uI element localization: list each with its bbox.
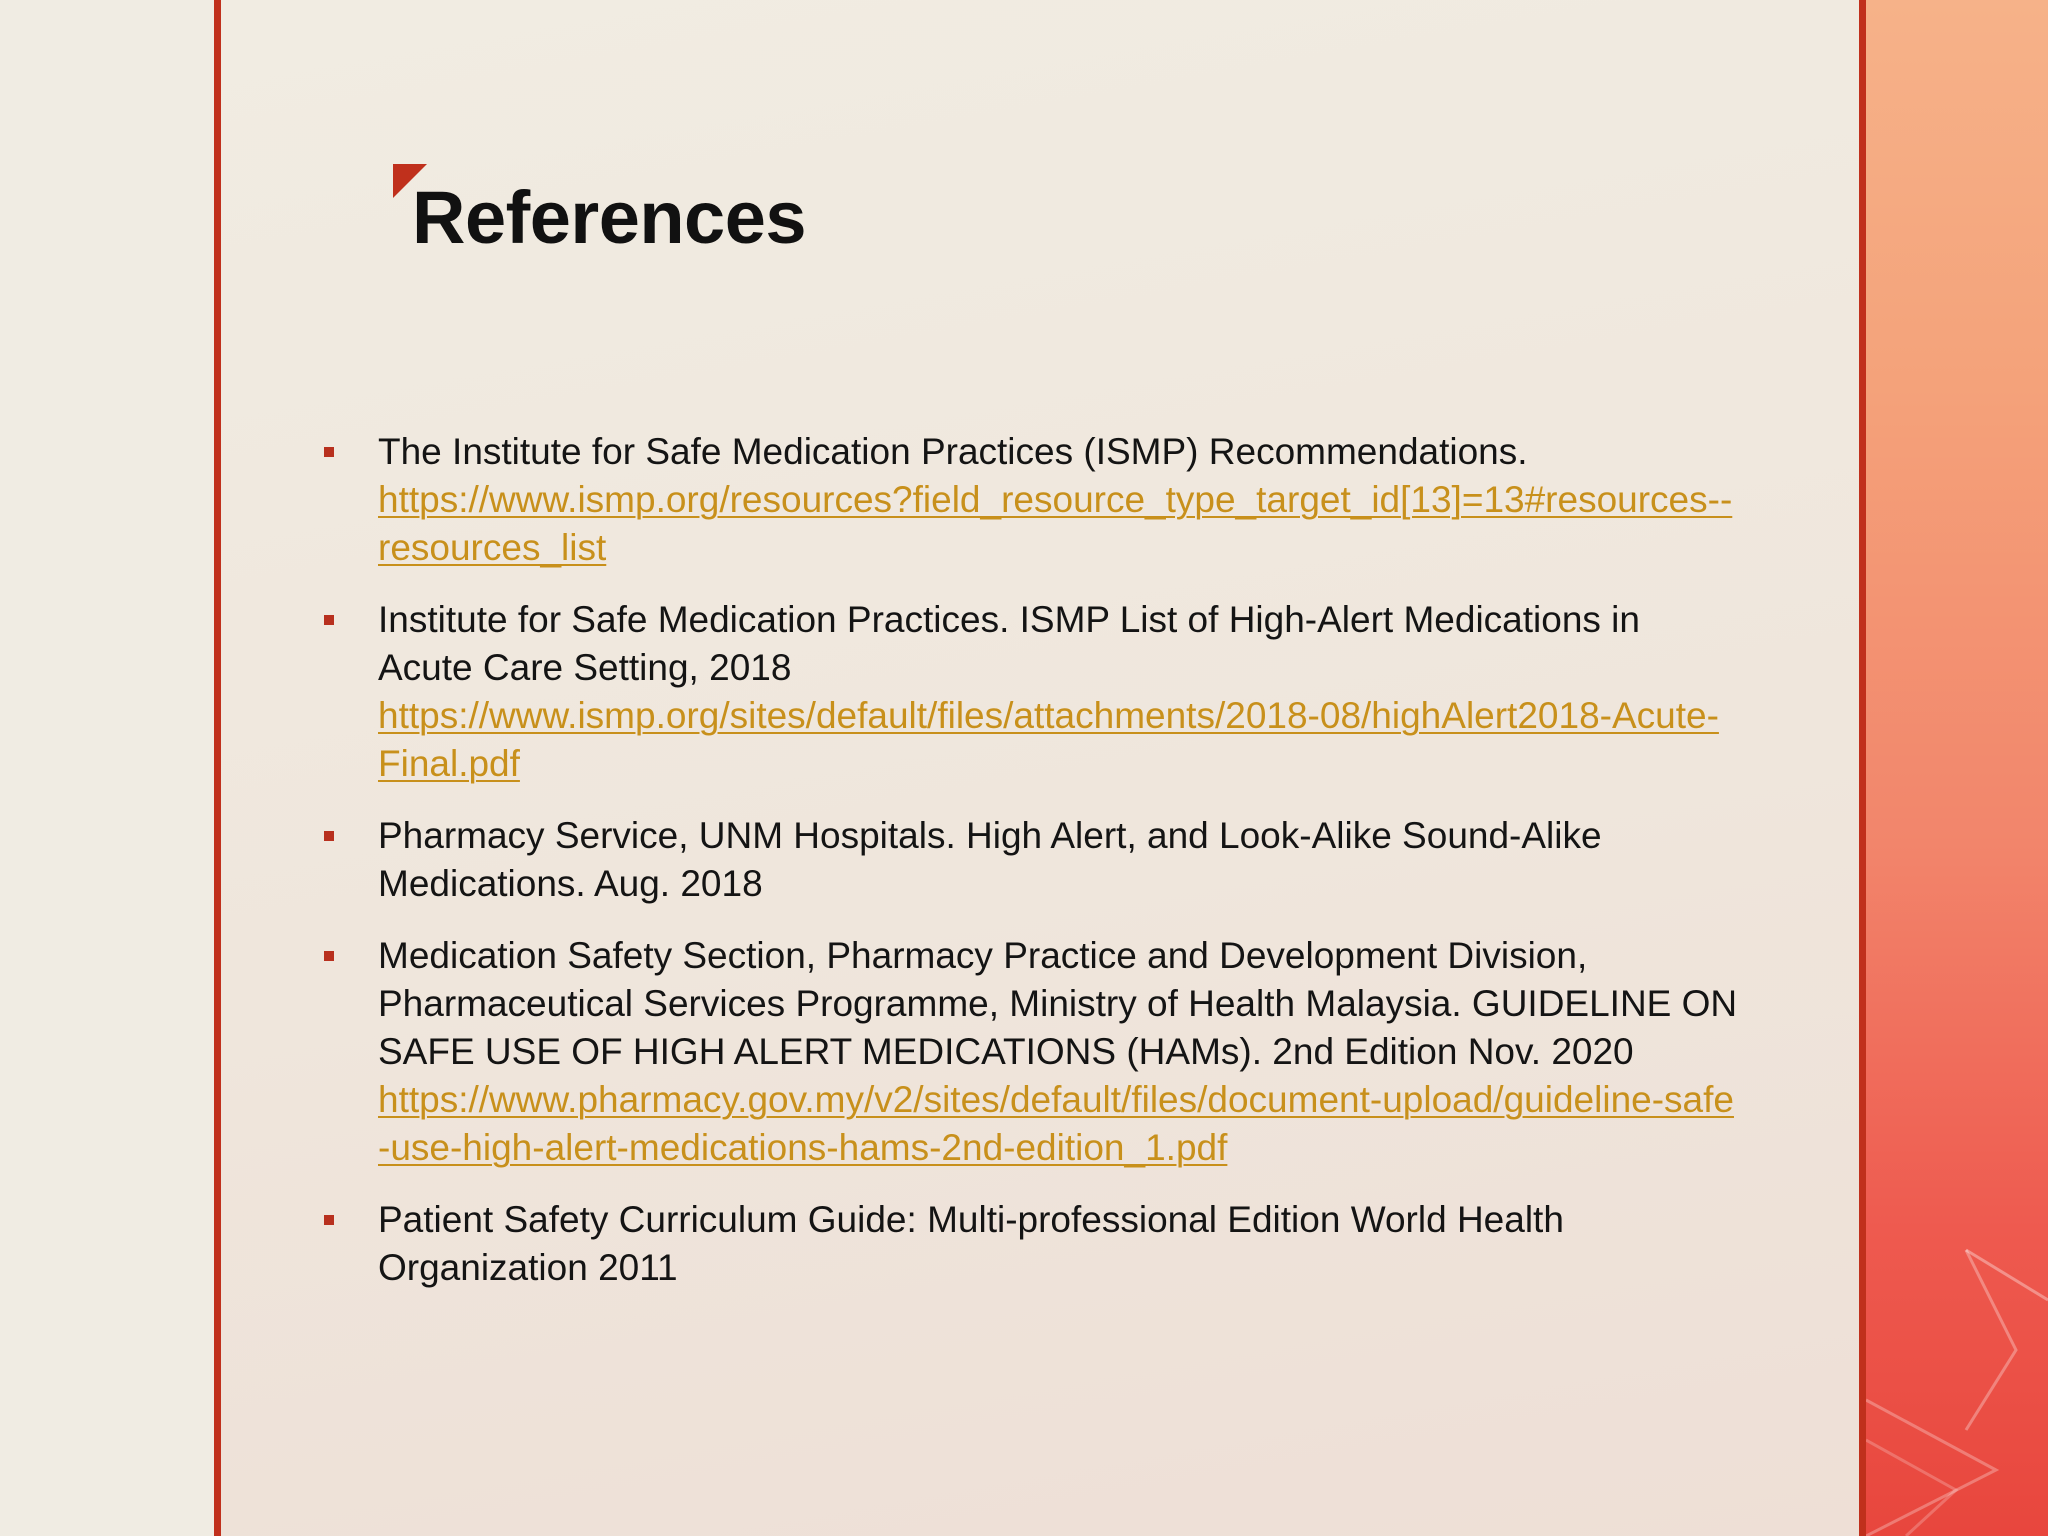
slide-title: References: [412, 176, 807, 259]
reference-link[interactable]: https://www.pharmacy.gov.my/v2/sites/default/files/document-upload/guideline-safe-use-high-alert-medications-hams-2nd-edition_1.pdf: [378, 1079, 1734, 1168]
reference-item: [0, 1196, 1738, 1292]
reference-link[interactable]: https://www.ismp.org/sites/default/files/attachments/2018-08/highAlert2018-Acute-Final.pdf: [378, 695, 1719, 784]
square-bullet-icon: [324, 615, 334, 625]
reference-item: [0, 596, 1738, 788]
square-bullet-icon: [324, 951, 334, 961]
reference-text: Pharmacy Service, UNM Hospitals. High Alert, and Look-Alike Sound-Alike Medications. Aug. 2018: [378, 815, 1602, 904]
reference-item: [0, 812, 1738, 908]
reference-text: Patient Safety Curriculum Guide: Multi-professional Edition World Health Organization 2011: [378, 1199, 1564, 1288]
reference-item: [0, 932, 1738, 1172]
reference-list: [0, 428, 2048, 1316]
reference-text: The Institute for Safe Medication Practices (ISMP) Recommendations.: [378, 431, 1528, 472]
reference-text: Institute for Safe Medication Practices. ISMP List of High-Alert Medications in Acute Care Setting, 2018: [378, 599, 1640, 688]
square-bullet-icon: [324, 1215, 334, 1225]
square-bullet-icon: [324, 447, 334, 457]
reference-link[interactable]: https://www.ismp.org/resources?field_resource_type_target_id[13]=13#resources--resources_list: [378, 479, 1733, 568]
reference-item: [0, 428, 1738, 572]
reference-text: Medication Safety Section, Pharmacy Practice and Development Division, Pharmaceutical Services Programme, Ministry of Health Malaysia. GUIDELINE ON SAFE USE OF HIGH ALERT MEDICATIONS (HAMs). 2nd Edition Nov. 2020: [378, 935, 1738, 1072]
square-bullet-icon: [324, 831, 334, 841]
